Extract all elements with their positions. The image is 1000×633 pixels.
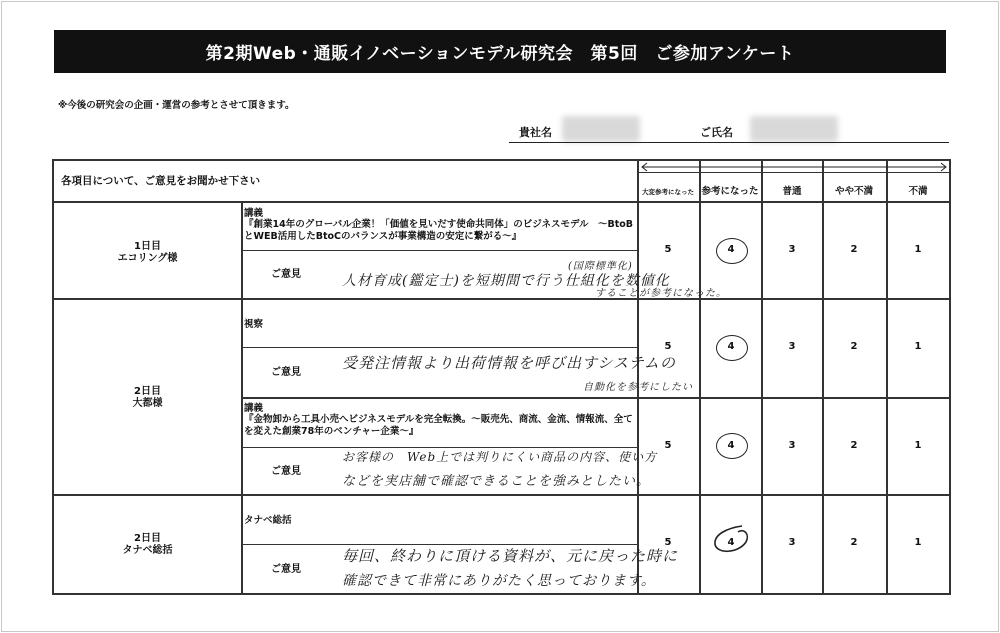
rating-header-3: 普通 bbox=[782, 186, 802, 197]
section2-item1-type: 視察 bbox=[244, 319, 264, 330]
section1-comment-line1: 人材育成(鑑定士)を短期間で行う仕組化を数値化 bbox=[342, 273, 670, 289]
section1-opinion-label: ご意見 bbox=[271, 269, 301, 280]
section1-speaker: エコリング様 bbox=[117, 253, 178, 264]
s3-rating-2[interactable]: 2 bbox=[850, 537, 858, 548]
section3-item-type: タナベ総括 bbox=[244, 515, 292, 526]
s3-selected-mark bbox=[708, 522, 754, 558]
s2a-rating-3[interactable]: 3 bbox=[788, 341, 796, 352]
s1-rating-3[interactable]: 3 bbox=[788, 244, 796, 255]
section2-item1-opinion-label: ご意見 bbox=[271, 367, 301, 378]
s2b-rating-2[interactable]: 2 bbox=[850, 440, 858, 451]
survey-title: 第2期Web・通販イノベーションモデル研究会 第5回 ご参加アンケート bbox=[54, 30, 946, 73]
s2b-rating-1[interactable]: 1 bbox=[914, 440, 922, 451]
s2a-rating-4[interactable]: 4 bbox=[727, 341, 735, 352]
s1-selected-circle bbox=[716, 238, 748, 264]
company-label: 貴社名 bbox=[519, 126, 552, 139]
section1-day: 1日目 bbox=[134, 241, 161, 252]
s2b-selected-circle bbox=[716, 433, 748, 459]
section3-opinion-label: ご意見 bbox=[271, 564, 301, 575]
section2-item1-comment-line1: 受発注情報より出荷情報を呼び出すシステムの bbox=[342, 354, 676, 372]
rating-header-4: 参考になった bbox=[701, 186, 759, 197]
s2a-rating-5[interactable]: 5 bbox=[664, 341, 672, 352]
s3-rating-4[interactable]: 4 bbox=[727, 537, 735, 548]
section2-item2-description: 『金物卸から工具小売へビジネスモデルを完全転換。～販売先、商流、金流、情報流、全てを変えた創業78年のベンチャー企業～』 bbox=[244, 414, 633, 437]
s3-rating-1[interactable]: 1 bbox=[914, 537, 922, 548]
s2a-rating-2[interactable]: 2 bbox=[850, 341, 858, 352]
section2-item2-type: 講義 bbox=[244, 403, 264, 414]
s2b-rating-4[interactable]: 4 bbox=[727, 440, 735, 451]
section2-day: 2日目 bbox=[134, 386, 161, 397]
section1-comment-line2: することが参考になった。 bbox=[595, 288, 727, 299]
s2b-rating-3[interactable]: 3 bbox=[788, 440, 796, 451]
s1-rating-5[interactable]: 5 bbox=[664, 244, 672, 255]
section2-speaker: 大都様 bbox=[132, 398, 163, 409]
s2b-rating-5[interactable]: 5 bbox=[664, 440, 672, 451]
section1-item-description: 『創業14年のグローバル企業！「価値を見いだす使命共同体」のビジネスモデル ～BtoBとWEB活用したBtoCのバランスが事業構造の安定に繋がる～』 bbox=[244, 219, 634, 242]
s3-rating-3[interactable]: 3 bbox=[788, 537, 796, 548]
section2-item1-comment-line2: 自動化を参考にしたい bbox=[583, 382, 693, 393]
s1-rating-1[interactable]: 1 bbox=[914, 244, 922, 255]
section3-comment-line1: 毎回、終わりに頂ける資料が、元に戻った時に bbox=[342, 547, 679, 565]
section1-item-type: 講義 bbox=[244, 208, 264, 219]
s2a-selected-circle bbox=[716, 335, 748, 361]
table-header-prompt: 各項目について、ご意見をお聞かせ下さい bbox=[61, 175, 261, 187]
rating-header-2: やや不満 bbox=[834, 186, 873, 197]
rating-header-1: 不満 bbox=[908, 186, 928, 197]
s3-rating-5[interactable]: 5 bbox=[664, 537, 672, 548]
rating-scale-arrow bbox=[638, 161, 950, 173]
section3-speaker: タナベ総括 bbox=[122, 545, 173, 556]
s1-rating-2[interactable]: 2 bbox=[850, 244, 858, 255]
section1-comment-note: (国際標準化) bbox=[568, 261, 633, 272]
rating-header-5: 大変参考になった bbox=[642, 188, 694, 196]
section2-item2-comment-line2: などを実店舗で確認できることを強みとしたい。 bbox=[342, 474, 651, 489]
name-label: ご氏名 bbox=[700, 126, 733, 139]
s2a-rating-1[interactable]: 1 bbox=[914, 341, 922, 352]
intro-note: ※今後の研究会の企画・運営の参考とさせて頂きます。 bbox=[58, 100, 295, 111]
section2-item2-comment-line1: お客様の Web上では判りにくい商品の内容、使い方 bbox=[342, 450, 658, 464]
section2-item2-opinion-label: ご意見 bbox=[271, 466, 301, 477]
section3-comment-line2: 確認できて非常にありがたく思っております。 bbox=[342, 573, 656, 589]
s1-rating-4[interactable]: 4 bbox=[727, 244, 735, 255]
section3-day: 2日目 bbox=[134, 533, 161, 544]
